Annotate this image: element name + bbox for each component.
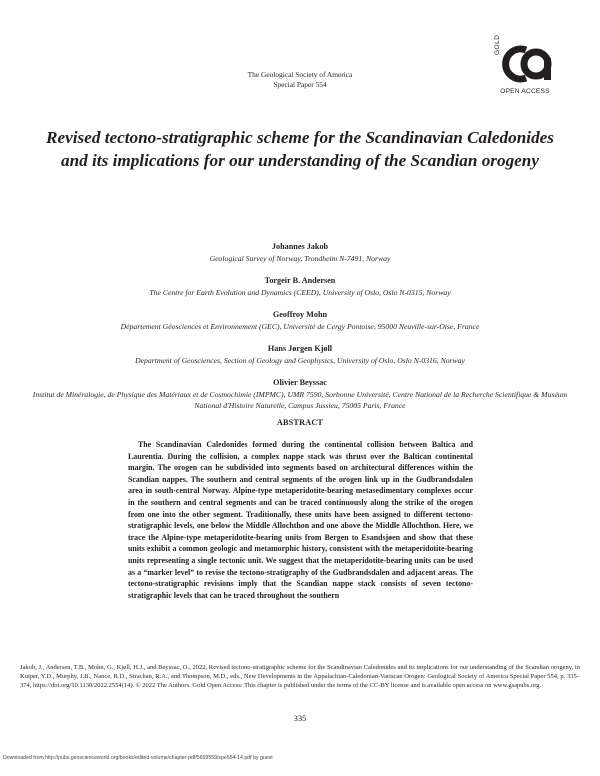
abstract-heading: ABSTRACT xyxy=(276,418,324,427)
author-block xyxy=(20,275,580,298)
abstract-text: The Scandinavian Caledonides formed during the continental collision between Baltica and Laurentia. During the collision, a complex nappe stack was thrust over the Baltican continental margin. The orogen can be subdivided into segments based on architectural differences within the Scandian nappes. The southern and central segments of the orogen link up in the Gudbrandsdalen area in south-central Norway. Alpine-type metaperidotite-bearing metasedimentary complexes occur in the southern and central segments and can be traced continuously along the strike of the orogen from one into the other segment. Traditionally, these units have been assigned to different tectono-stratigraphic levels, one below the Middle Allochthon and one above the Middle Allochthon. Here, we trace the Alpine-type metaperidotite-bearing units from Bergen to Esandsjøen and show that these units exhibit a common geologic and metamorphic history, consistent with the metaperidotite-bearing units representing a single tectonic unit. We suggest that the metaperidotite-bearing units can be used as a “marker level” to revise the tectono-stratigraphy of the Gudbrandsdalen and adjacent areas. The tectono-stratigraphic revisions imply that the Scandian nappe stack consists of seven tectono-stratigraphic levels that can be traced throughout the southern xyxy=(128,440,473,600)
author-affiliation: Department of Geosciences, Section of Geology and Geophysics, University of Oslo, Oslo N-0316, Norway xyxy=(135,356,465,365)
author-name: Johannes Jakob xyxy=(271,242,329,251)
author-name: Torgeir B. Andersen xyxy=(264,276,336,285)
society-name: The Geological Society of America xyxy=(247,70,353,79)
author-name: Olivier Beyssac xyxy=(273,378,327,387)
author-block xyxy=(20,309,580,332)
author-list xyxy=(20,241,580,422)
author-block xyxy=(20,377,580,411)
paper-title: Revised tectono-stratigraphic scheme for the Scandinavian Caledonides and its implications for our understanding of the Scandian orogeny xyxy=(46,128,554,170)
author-name: Hans Jørgen Kjøll xyxy=(267,344,333,353)
author-affiliation: Geological Survey of Norway, Trondheim N-7491, Norway xyxy=(209,254,391,263)
author-block xyxy=(20,343,580,366)
author-affiliation: The Centre for Earth Evolution and Dynamics (CEED), University of Oslo, Oslo N-0315, Norway xyxy=(149,288,451,297)
gold-open-access-logo xyxy=(490,35,560,97)
author-name: Geoffroy Mohn xyxy=(272,310,328,319)
download-note: Downloaded from http://pubs.geoscienceworld.org/books/edited-volume/chapter-pdf/5659559/spe554-14.pdf by guest xyxy=(3,755,273,761)
open-access-label: OPEN ACCESS xyxy=(500,88,550,95)
author-affiliation: Institut de Minéralogie, de Physique des Matériaux et de Cosmochimie (IMPMC), UMR 7590, Sorbonne Université, Centre National de la Recherche Scientifique & Muséum National d'Histoire Naturelle, Campus Jussieu, 75005 Paris, France xyxy=(32,390,568,410)
special-paper-number: Special Paper 554 xyxy=(273,80,327,89)
author-block xyxy=(20,241,580,264)
open-access-icon xyxy=(499,40,555,88)
page-number: 335 xyxy=(293,713,307,723)
gold-label: GOLD xyxy=(494,34,501,55)
citation-footnote: Jakob, J., Andersen, T.B., Mohn, G., Kjøll, H.J., and Beyssac, O., 2022, Revised tectono-stratigraphic scheme for the Scandinavian Caledonides and its implications for our understanding of the Scandian orogeny, in Kuiper, Y.D., Murphy, J.B., Nance, R.D., Strachan, R.A., and Thompson, M.D., eds., New Developments in the Appalachian-Caledonian-Variscan Orogen: Geological Society of America Special Paper 554, p. 335–374, https://doi.org/10.1130/2022.2554(14). © 2022 The Authors. Gold Open Access: This chapter is published under the terms of the CC-BY license and is available open access on www.gsapubs.org. xyxy=(20,664,580,689)
author-affiliation: Département Géosciences et Environnement (GEC), Université de Cergy Pontoise, 95000 Neuville-sur-Oise, France xyxy=(120,322,480,331)
